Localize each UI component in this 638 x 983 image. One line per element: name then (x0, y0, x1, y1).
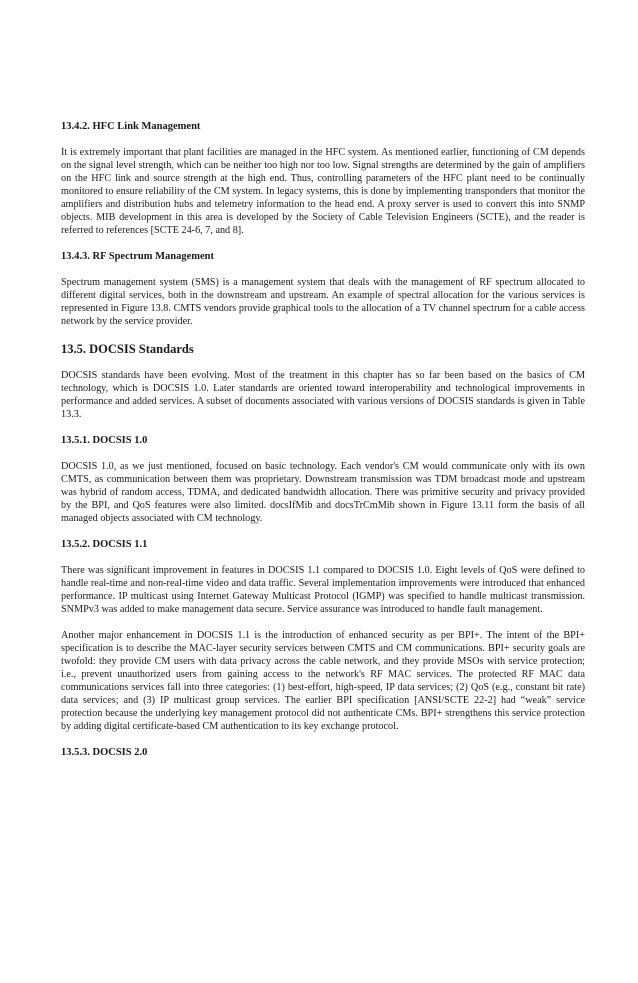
paragraph-hfc-link-management: It is extremely important that plant facilities are managed in the HFC system. As mentioned earlier, functioning of CM depends on the signal level strength, which can be neither too high nor too low. Signal strengths are determined by the gain of amplifiers on the HFC link and source strength at the high end. Thus, controlling parameters of the HFC plant need to be continually monitored to ensure reliability of the CM system. In legacy systems, this is done by implementing transponders that monitor the amplifiers and distribution hubs and telemetry information to the head end. A proxy server is used to convert this into SNMP objects. MIB development in this area is developed by the Society of Cable Television Engineers (SCTE), and the reader is referred to references [SCTE 24-6, 7, and 8]. (61, 147, 585, 236)
section-heading-13-5: 13.5. DOCSIS Standards (61, 342, 194, 356)
paragraph-docsis-standards: DOCSIS standards have been evolving. Most of the treatment in this chapter has so far been based on the basics of CM technology, which is DOCSIS 1.0. Later standards are oriented toward interoperability and technological improvements in performance and added services. A subset of documents associated with various versions of DOCSIS standards is given in Table 13.3. (61, 370, 585, 420)
paragraph-docsis-1-1-features: There was significant improvement in features in DOCSIS 1.1 compared to DOCSIS 1.0. Eight levels of QoS were defined to handle real-time and non-real-time video and data traffic. Several implementation improvements were introduced that enhanced performance. IP multicast using Internet Gateway Multicast Protocol (IGMP) was specified to handle multicast transmission. SNMPv3 was added to make management data secure. Service assurance was introduced to handle fault management. (61, 565, 585, 615)
paragraph-rf-spectrum-management: Spectrum management system (SMS) is a management system that deals with the management of RF spectrum allocated to different digital services, both in the downstream and upstream. An example of spectral allocation for the various services is represented in Figure 13.8. CMTS vendors provide graphical tools to the allocation of a TV channel spectrum for a cable access network by the service provider. (61, 277, 585, 327)
document-page (61, 120, 585, 772)
paragraph-docsis-1-1-security: Another major enhancement in DOCSIS 1.1 is the introduction of enhanced security as per BPI+. The intent of the BPI+ specification is to describe the MAC-layer security services between CMTS and CM communications. BPI+ security goals are twofold: they provide CM users with data privacy across the cable network, and they provide MSOs with service protection; i.e., prevent unauthorized users from gaining access to the network's RF MAC services. The protected RF MAC data communications services fall into three categories: (1) best-effort, high-speed, IP data services; (2) QoS (e.g., constant bit rate) data services; and (3) IP multicast group services. The earlier BPI specification [ANSI/SCTE 22-2] had “weak” service protection because the underlying key management protocol did not authenticate CMs. BPI+ strengthens this service protection by adding digital certificate-based CM authentication to its key exchange protocol. (61, 630, 585, 732)
section-heading-13-5-1: 13.5.1. DOCSIS 1.0 (61, 435, 148, 446)
section-heading-13-5-2: 13.5.2. DOCSIS 1.1 (61, 539, 148, 550)
section-heading-13-4-3: 13.4.3. RF Spectrum Management (61, 251, 215, 262)
section-heading-13-5-3: 13.5.3. DOCSIS 2.0 (61, 747, 148, 758)
section-heading-13-4-2: 13.4.2. HFC Link Management (61, 121, 201, 132)
paragraph-docsis-1-0: DOCSIS 1.0, as we just mentioned, focused on basic technology. Each vendor's CM would communicate only with its own CMTS, as communication between them was proprietary. Downstream transmission was TDM broadcast mode and upstream was hybrid of random access, TDMA, and dedicated bandwidth allocation. There was primitive security and privacy provided by the BPI, and QoS features were also limited. docsIfMib and docsTrCmMib shown in Figure 13.11 form the basis of all managed objects associated with CM technology. (61, 461, 585, 524)
